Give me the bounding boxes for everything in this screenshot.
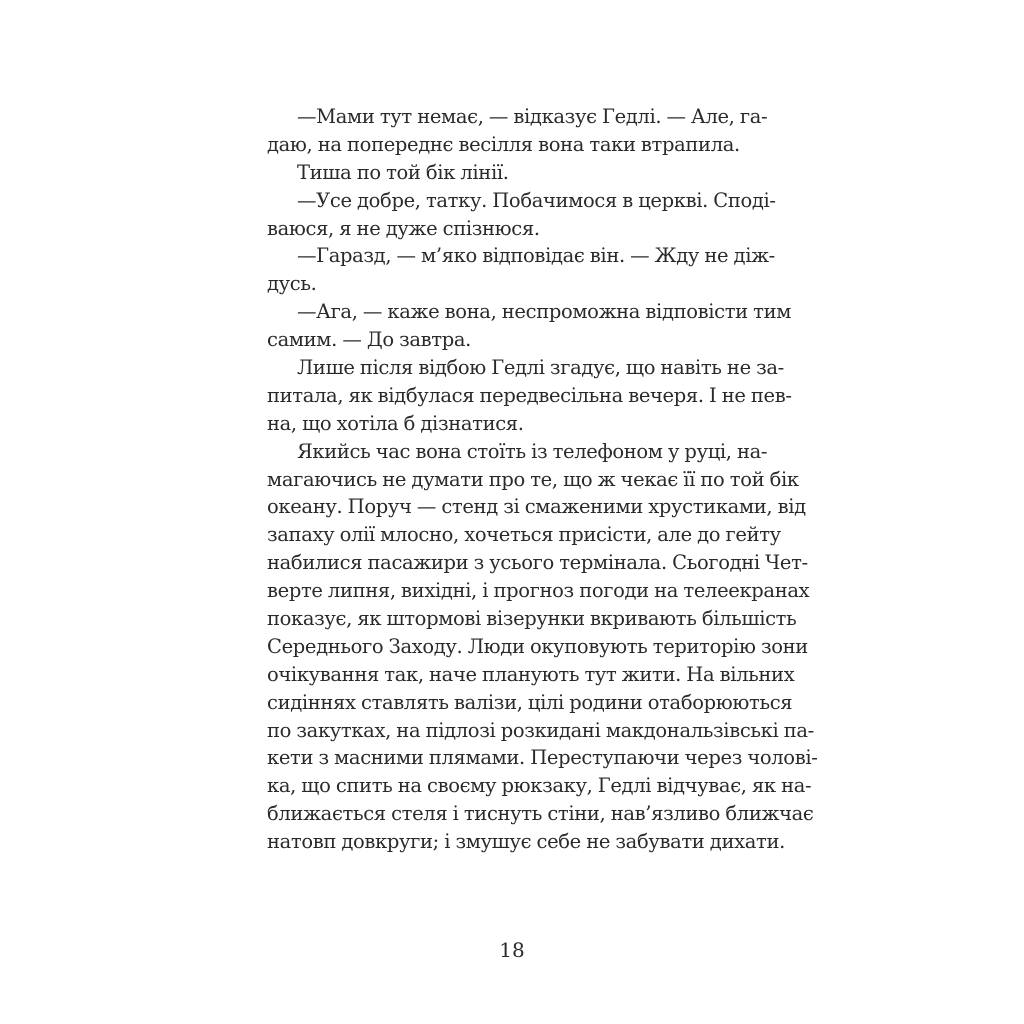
body-text bbox=[267, 103, 818, 856]
text-line: кети з масними плямами. Переступаючи через чолові- bbox=[267, 746, 818, 770]
text-line: ваюся, я не дуже спізнюся. bbox=[267, 216, 540, 240]
text-line: сидіннях ставлять валізи, цілі родини отаборюються bbox=[267, 690, 793, 714]
page-number: 18 bbox=[499, 938, 525, 962]
text-line: —Усе добре, татку. Побачимося в церкві. Сподi- bbox=[297, 188, 776, 212]
text-line: питала, як відбулася передвесільна вечеря. І не пев- bbox=[267, 383, 792, 407]
text-line: —Гаразд, — м’яко відповідає він. — Жду не діж- bbox=[297, 244, 775, 268]
text-line: набилися пасажири з усього термінала. Сьогодні Чет- bbox=[267, 551, 808, 575]
text-line: Середнього Заходу. Люди окуповують територію зони bbox=[267, 634, 808, 658]
text-line: —Мами тут немає, — відказує Гедлі. — Але, га- bbox=[297, 105, 768, 128]
text-line: натовп довкруги; і змушує себе не забувати дихати. bbox=[267, 830, 785, 854]
text-line: самим. — До завтра. bbox=[267, 328, 471, 352]
text-line: верте липня, вихідні, і прогноз погоди на телеекранах bbox=[267, 579, 810, 603]
text-line: —Ага, — каже вона, неспроможна відповісти тим bbox=[297, 300, 792, 324]
text-line: даю, на попереднє весілля вона таки втрапила. bbox=[267, 132, 740, 156]
text-line: Лише після відбою Гедлі згадує, що навіть не за- bbox=[297, 356, 784, 380]
text-line: на, що хотіла б дізнатися. bbox=[267, 411, 524, 435]
text-line: океану. Поруч — стенд зі смаженими хрустиками, від bbox=[267, 495, 806, 519]
text-line: очікування так, наче планують тут жити. На вільних bbox=[267, 662, 795, 686]
text-line: ка, що спить на своєму рюкзаку, Гедлі відчуває, як на- bbox=[267, 774, 812, 798]
text-line: дусь. bbox=[267, 272, 317, 296]
text-line: запаху олії млосно, хочеться присісти, але до гейту bbox=[267, 523, 781, 547]
text-line: магаючись не думати про те, що ж чекає її по той бік bbox=[267, 467, 799, 491]
text-line: ближається стеля і тиснуть стіни, нав’язливо ближчає bbox=[267, 802, 814, 826]
text-line: по закутках, на підлозі розкидані макдональзівські па- bbox=[267, 718, 814, 742]
text-line: Якийсь час вона стоїть із телефоном у руці, на- bbox=[297, 439, 768, 463]
text-line: показує, як штормові візерунки вкривають більшість bbox=[267, 607, 797, 631]
text-line: Тиша по той бік лінії. bbox=[297, 160, 509, 184]
